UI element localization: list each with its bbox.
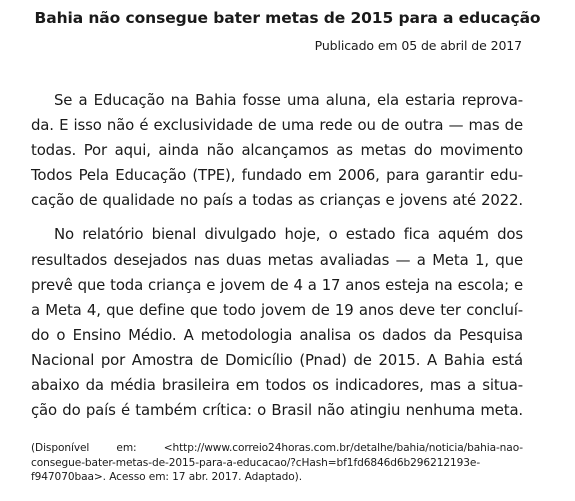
publication-date: Publicado em 05 de abril de 2017 [314, 38, 522, 53]
paragraph-line: da. E isso não é exclusividade de uma rede ou de outra — mas de [31, 116, 523, 135]
paragraph-line: No relatório bienal divulgado hoje, o estado fica aquém dos [54, 225, 523, 244]
paragraph-line: resultados desejados nas duas metas avaliadas — a Meta 1, que [31, 250, 523, 269]
paragraph-line: do o Ensino Médio. A metodologia analisa os dados da Pesquisa [31, 325, 523, 344]
paragraph-line: Nacional por Amostra de Domicílio (Pnad) de 2015. A Bahia está [31, 350, 523, 369]
paragraph-line: todas. Por aqui, ainda não alcançamos as metas do movimento [31, 141, 523, 160]
paragraph-1 [31, 88, 523, 213]
source-line: f947070baa>. Acesso em: 17 abr. 2017. Adaptado). [31, 471, 302, 484]
paragraph-line: Se a Educação na Bahia fosse uma aluna, ela estaria reprova- [54, 91, 523, 109]
article-title: Bahia não consegue bater metas de 2015 para a educação [34, 9, 541, 27]
source-line: (Disponível em: <http://www.correio24horas.com.br/detalhe/bahia/noticia/bahia-nao- [31, 442, 523, 454]
paragraph-gap [31, 213, 523, 222]
article-body [31, 88, 523, 423]
paragraph-line: abaixo da média brasileira em todos os indicadores, mas a situa- [31, 376, 523, 395]
paragraph-2 [31, 222, 523, 423]
source-citation [31, 441, 523, 485]
paragraph-line: Todos Pela Educação (TPE), fundado em 2006, para garantir edu- [31, 166, 523, 185]
paragraph-line: a Meta 4, que define que todo jovem de 19 anos deve ter concluí- [31, 300, 523, 319]
source-line: consegue-bater-metas-de-2015-para-a-educacao/?cHash=bf1fd6846d6b296212193e- [31, 456, 481, 469]
paragraph-line: prevê que toda criança e jovem de 4 a 17 anos esteja na escola; e [31, 275, 523, 294]
paragraph-line: cação de qualidade no país a todas as crianças e jovens até 2022. [31, 191, 523, 210]
paragraph-line: ção do país é também crítica: o Brasil não atingiu nenhuma meta. [31, 401, 523, 420]
